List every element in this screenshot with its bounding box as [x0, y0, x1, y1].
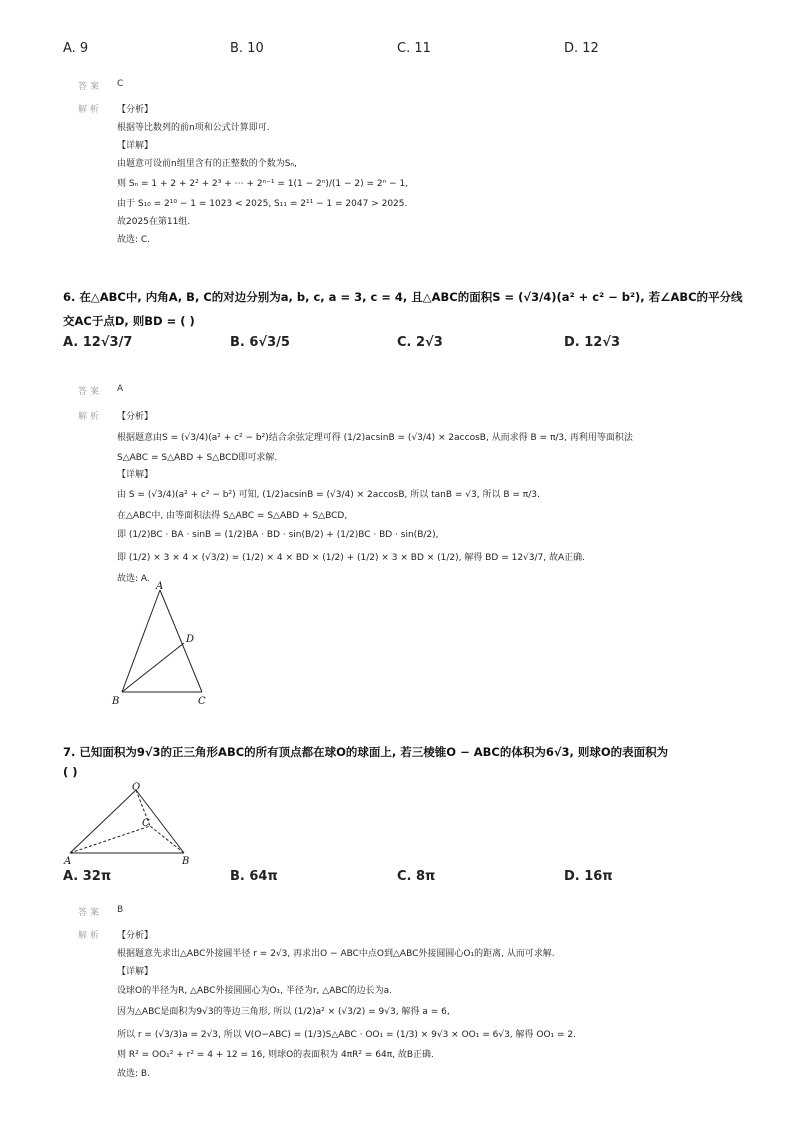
q6-line: 即 (1/2) × 3 × 4 × (√3/2) = (1/2) × 4 × BD × (1/2) + (1/2) × 3 × BD × (1/2), 解得 BD = 12√3/7, 故A正确. — [117, 553, 586, 563]
q5-line: 故选: C. — [117, 235, 151, 245]
q6-triangle-figure — [110, 580, 220, 710]
q5-line: 【详解】 — [117, 141, 154, 151]
q6-line: 【详解】 — [117, 470, 154, 480]
q6-label-a: A — [156, 581, 164, 592]
q7-stem-line1: 7. 已知面积为9√3的正三角形ABC的所有顶点都在球O的球面上, 若三棱锥O − ABC的体积为6√3, 则球O的表面积为 — [63, 745, 669, 759]
q5-option-d: D. 12 — [564, 41, 599, 56]
q6-label-c: C — [198, 696, 206, 707]
q5-option-c: C. 11 — [397, 41, 431, 56]
q7-answer: B — [117, 905, 124, 915]
q7-line: 因为△ABC是面积为9√3的等边三角形, 所以 (1/2)a² × (√3/2) = 9√3, 解得 a = 6, — [117, 1007, 450, 1017]
q5-line: 【分析】 — [117, 105, 154, 115]
q6-line: 在△ABC中, 由等面积法得 S△ABC = S△ABD + S△BCD, — [117, 511, 348, 521]
q5-option-a: A. 9 — [63, 41, 89, 56]
q5-line: 由于 S₁₀ = 2¹⁰ − 1 = 1023 < 2025, S₁₁ = 2¹¹ − 1 = 2047 > 2025. — [117, 199, 408, 209]
q6-option-c: C. 2√3 — [397, 335, 443, 350]
q6-stem-line2: 交AC于点D, 则BD = ( ) — [63, 314, 195, 328]
q7-line: 根据题意先求出△ABC外接圆半径 r = 2√3, 再求出O − ABC中点O到△ABC外接圆圆心O₁的距离, 从而可求解. — [117, 949, 555, 959]
q7-line: 故选: B. — [117, 1069, 150, 1079]
q7-pyramid-figure — [60, 780, 210, 870]
q7-analysis-label: 解析 — [78, 931, 103, 941]
q7-option-d: D. 16π — [564, 869, 613, 884]
q7-line: 【详解】 — [117, 967, 154, 977]
q6-label-d: D — [186, 634, 195, 645]
q6-option-b: B. 6√3/5 — [230, 335, 290, 350]
q6-line: 根据题意由S = (√3/4)(a² + c² − b²)结合余弦定理可得 (1/2)acsinB = (√3/4) × 2accosB, 从而求得 B = π/3, 再利用等面积法 — [117, 433, 633, 443]
q7-edge-oa — [70, 790, 136, 853]
q7-stem-line2: ( ) — [63, 765, 78, 779]
q6-side-ac — [160, 590, 202, 692]
q6-answer-label: 答案 — [78, 387, 103, 397]
q5-line: 故2025在第11组. — [117, 217, 191, 227]
q7-line: 所以 r = (√3/3)a = 2√3, 所以 V(O−ABC) = (1/3)S△ABC · OO₁ = (1/3) × 9√3 × OO₁ = 6√3, 解得 OO₁ = 2. — [117, 1030, 577, 1040]
q6-analysis-label: 解析 — [78, 412, 103, 422]
q6-line: 即 (1/2)BC · BA · sinB = (1/2)BA · BD · sin(B/2) + (1/2)BC · BD · sin(B/2), — [117, 530, 439, 540]
q7-option-b: B. 64π — [230, 869, 278, 884]
q5-analysis-label: 解析 — [78, 105, 103, 115]
q6-answer: A — [117, 384, 124, 394]
q7-label-o: O — [132, 782, 141, 793]
q6-option-a: A. 12√3/7 — [63, 335, 133, 350]
q5-answer: C — [117, 79, 124, 89]
q7-line: 【分析】 — [117, 931, 154, 941]
q7-label-a: A — [64, 856, 72, 867]
q7-label-b: B — [182, 856, 190, 867]
q7-answer-label: 答案 — [78, 908, 103, 918]
q7-line: 则 R² = OO₁² + r² = 4 + 12 = 16, 则球O的表面积为 4πR² = 64π, 故B正确. — [117, 1050, 434, 1060]
q7-line: 设球O的半径为R, △ABC外接圆圆心为O₁, 半径为r, △ABC的边长为a. — [117, 986, 393, 996]
q6-option-d: D. 12√3 — [564, 335, 621, 350]
q5-line: 则 Sₙ = 1 + 2 + 2² + 2³ + ⋯ + 2ⁿ⁻¹ = 1(1 − 2ⁿ)/(1 − 2) = 2ⁿ − 1, — [117, 179, 409, 189]
q7-option-c: C. 8π — [397, 869, 436, 884]
q5-line: 根据等比数列的前n项和公式计算即可. — [117, 123, 270, 133]
q5-option-b: B. 10 — [230, 41, 264, 56]
q5-answer-label: 答案 — [78, 82, 103, 92]
q7-label-c: C — [142, 818, 150, 829]
q6-line: 故选: A. — [117, 574, 150, 584]
q6-line: S△ABC = S△ABD + S△BCD即可求解. — [117, 453, 278, 463]
q7-option-a: A. 32π — [63, 869, 112, 884]
q7-edge-ac — [70, 826, 150, 853]
q6-line: 【分析】 — [117, 412, 154, 422]
q6-label-b: B — [112, 696, 120, 707]
q5-line: 由题意可设前n组里含有的正整数的个数为Sₙ, — [117, 159, 297, 169]
q6-line: 由 S = (√3/4)(a² + c² − b²) 可知, (1/2)acsinB = (√3/4) × 2accosB, 所以 tanB = √3, 所以 B = π/3. — [117, 490, 540, 500]
q6-stem-line1: 6. 在△ABC中, 内角A, B, C的对边分别为a, b, c, a = 3, c = 4, 且△ABC的面积S = (√3/4)(a² + c² − b²), 若∠ABC的平分线 — [63, 290, 743, 304]
